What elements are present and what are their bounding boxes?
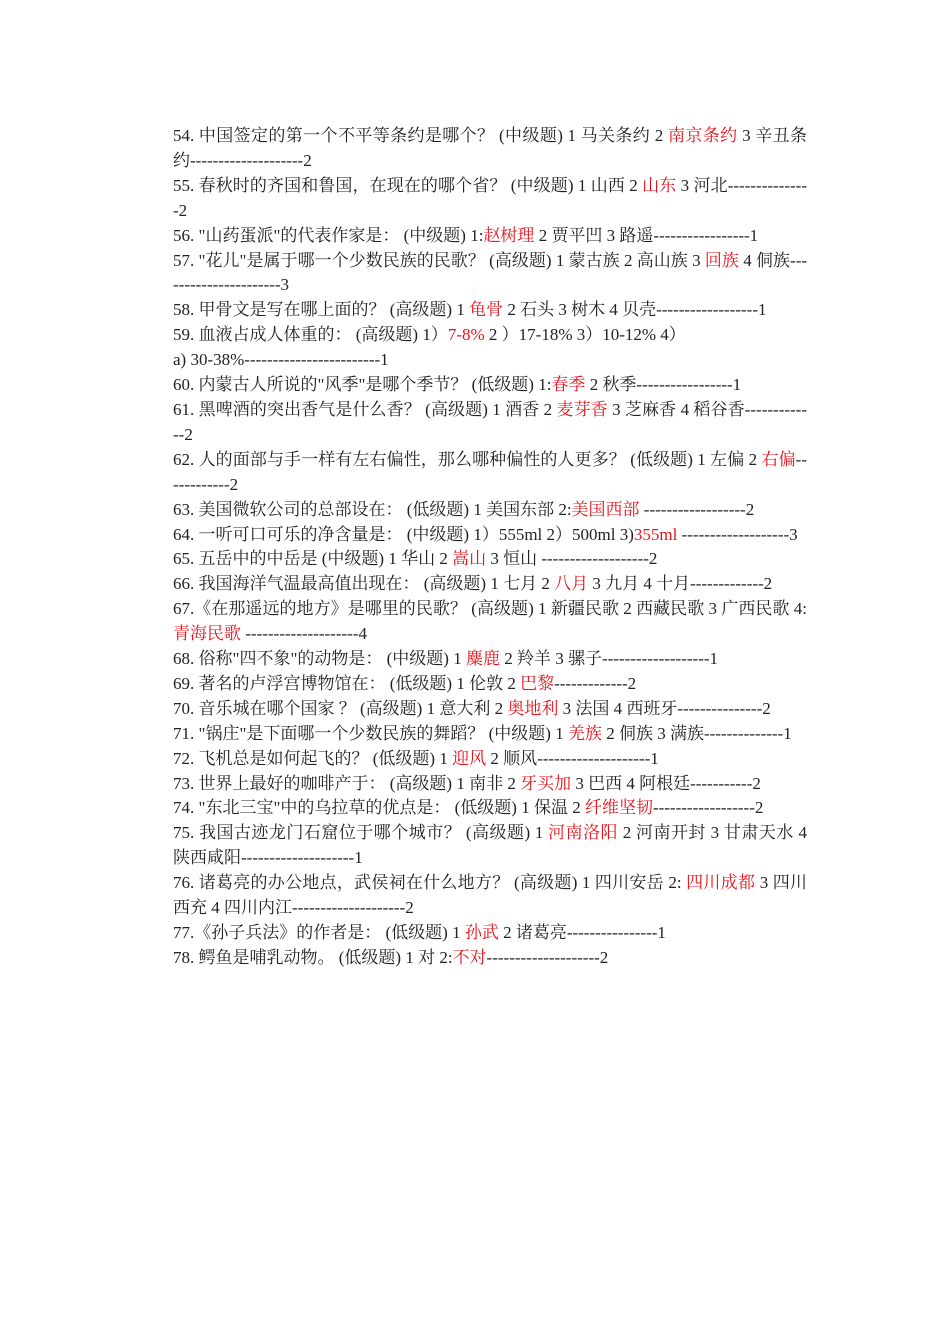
question-tail: --------------------2: [486, 947, 609, 967]
question-text: 66. 我国海洋气温最高值出现在： (高级题) 1 七月 2: [173, 574, 555, 594]
question-text: 57. "花儿"是属于哪一个少数民族的民歌？ (高级题) 1 蒙古族 2 高山族 3: [173, 250, 705, 270]
question-text: 75. 我国古迹龙门石窟位于哪个城市？ (高级题) 1: [173, 823, 549, 843]
question-tail: 3 九月 4 十月-------------2: [588, 574, 773, 594]
question-text: 69. 著名的卢浮宫博物馆在： (低级题) 1 伦敦 2: [173, 673, 521, 693]
question-tail: 4 侗族----------------------3: [173, 250, 808, 295]
question-tail: 2 贾平凹 3 路遥-----------------1: [534, 225, 759, 245]
question-text: 61. 黑啤酒的突出香气是什么香？ (高级题) 1 酒香 2: [173, 399, 557, 419]
answer-highlight: 麦芽香: [556, 399, 608, 419]
question-item: [173, 921, 807, 946]
question-item: [173, 174, 807, 224]
question-tail: 3 法国 4 西班牙---------------2: [558, 698, 771, 718]
question-tail: 3 四川西充 4 四川内江--------------------2: [173, 873, 808, 918]
question-text: 54. 中国签定的第一个不平等条约是哪个？ (中级题) 1 马关条约 2: [173, 126, 668, 145]
question-tail: -------------2: [554, 673, 637, 693]
question-item: [173, 722, 807, 747]
question-tail: 2 石头 3 树木 4 贝壳------------------1: [503, 300, 767, 320]
question-text: 68. 俗称"四不象"的动物是： (中级题) 1: [173, 649, 466, 669]
question-item: [173, 398, 807, 448]
answer-highlight: 迎风: [452, 748, 487, 768]
question-tail: 3 巴西 4 阿根廷-----------2: [571, 773, 761, 793]
question-tail: ------------------2: [652, 798, 764, 818]
answer-highlight: 四川成都: [686, 873, 756, 893]
question-tail: 2 羚羊 3 骡子-------------------1: [499, 649, 719, 669]
question-item: [173, 498, 807, 523]
answer-highlight: 巴黎: [520, 673, 555, 693]
question-item: [173, 249, 807, 299]
question-item: [173, 547, 807, 572]
answer-highlight: 孙武: [464, 923, 499, 942]
question-item: [173, 448, 807, 498]
answer-highlight: 龟骨: [469, 300, 504, 320]
question-tail: ------------------2: [639, 499, 755, 519]
question-tail: 2 诸葛亮----------------1: [498, 923, 666, 942]
question-tail: 3 辛丑条约--------------------2: [173, 126, 807, 170]
answer-highlight: 纤维坚韧: [584, 798, 653, 818]
question-text: 58. 甲骨文是写在哪上面的？ (高级题) 1: [173, 300, 470, 320]
question-text: 70. 音乐城在哪个国家 ？ (高级题) 1 意大利 2: [173, 698, 508, 718]
question-text: 59. 血液占成人体重的： (高级题) 1）: [173, 325, 448, 345]
question-item: [173, 647, 807, 672]
question-tail: 3 河北---------------2: [173, 175, 807, 220]
answer-highlight: 嵩山: [452, 549, 487, 569]
answer-highlight: 右偏: [761, 449, 796, 469]
question-text: 56. "山药蛋派"的代表作家是： (中级题) 1:: [173, 225, 484, 245]
answer-highlight: 牙买加: [520, 773, 572, 793]
question-tail: 2 侗族 3 满族--------------1: [601, 723, 792, 743]
answer-highlight: 羌族: [567, 723, 602, 743]
question-text: 77.《孙子兵法》的作者是： (低级题) 1: [173, 923, 465, 942]
question-item: [173, 597, 807, 647]
answer-highlight: 7-8%: [447, 325, 485, 345]
answer-highlight: 山东: [642, 175, 677, 195]
question-item: [173, 821, 807, 871]
answer-highlight: 美国西部: [571, 499, 640, 519]
question-tail: 2 秋季-----------------1: [585, 375, 742, 395]
question-text: 78. 鳄鱼是哺乳动物。 (低级题) 1 对 2:: [173, 947, 453, 967]
question-tail: 3 芝麻香 4 稻谷香-------------2: [173, 399, 807, 444]
question-tail: 3 恒山 -------------------2: [486, 549, 658, 569]
answer-highlight: 赵树理: [483, 225, 535, 245]
answer-highlight: 355ml: [633, 524, 678, 544]
answer-highlight: 南京条约: [667, 126, 738, 145]
answer-highlight: 春季: [551, 375, 586, 395]
question-tail: --------------------4: [241, 624, 367, 644]
answer-highlight: 回族: [704, 250, 739, 270]
question-text: 65. 五岳中的中岳是 (中级题) 1 华山 2: [173, 549, 453, 569]
question-text: 72. 飞机总是如何起飞的？ (低级题) 1: [173, 748, 453, 768]
question-text: 63. 美国微软公司的总部设在： (低级题) 1 美国东部 2:: [173, 499, 572, 519]
question-text: 71. "锅庄"是下面哪一个少数民族的舞蹈？ (中级题) 1: [173, 723, 568, 743]
question-item: [173, 697, 807, 722]
question-item: [173, 672, 807, 697]
question-tail: ------------2: [173, 449, 807, 494]
answer-highlight: 奥地利: [507, 698, 559, 718]
question-item: [173, 224, 807, 249]
question-text: 62. 人的面部与手一样有左右偏性，那么哪种偏性的人更多？ (低级题) 1 左偏 2: [173, 449, 762, 469]
question-text: 55. 春秋时的齐国和鲁国，在现在的哪个省？ (中级题) 1 山西 2: [173, 175, 643, 195]
answer-highlight: 河南洛阳: [548, 823, 619, 843]
answer-highlight: 麋鹿: [465, 649, 500, 669]
answer-highlight: 不对: [452, 947, 487, 967]
question-item: [173, 323, 807, 373]
question-item: [173, 373, 807, 398]
answer-highlight: 八月: [554, 574, 589, 594]
answer-highlight: 青海民歌: [173, 624, 241, 644]
question-tail: 2 顺风--------------------1: [486, 748, 659, 768]
question-list: [173, 124, 807, 971]
question-text: 67.《在那遥远的地方》是哪里的民歌？ (高级题) 1 新疆民歌 2 西藏民歌 3 广西民歌 4:: [173, 599, 807, 619]
question-item: [173, 871, 807, 921]
question-text: 60. 内蒙古人所说的"风季"是哪个季节？ (低级题) 1:: [173, 375, 552, 395]
question-tail: 2 河南开封 3 甘肃天水 4 陕西咸阳--------------------1: [173, 823, 808, 868]
question-text: 76. 诸葛亮的办公地点，武侯祠在什么地方？ (高级题) 1 四川安岳 2:: [173, 873, 687, 893]
question-item: [173, 523, 807, 548]
question-item: [173, 747, 807, 772]
question-tail: 2 ）17-18% 3）10-12% 4） a) 30-38%------------------------1: [173, 325, 686, 370]
question-tail: -------------------3: [677, 524, 798, 544]
question-item: [173, 572, 807, 597]
question-item: [173, 946, 807, 971]
question-item: [173, 298, 807, 323]
question-text: 64. 一听可口可乐的净含量是： (中级题) 1）555ml 2）500ml 3): [173, 524, 634, 544]
question-item: [173, 796, 807, 821]
question-text: 73. 世界上最好的咖啡产于： (高级题) 1 南非 2: [173, 773, 521, 793]
question-item: [173, 124, 807, 174]
question-text: 74. "东北三宝"中的乌拉草的优点是： (低级题) 1 保温 2: [173, 798, 585, 818]
question-item: [173, 772, 807, 797]
